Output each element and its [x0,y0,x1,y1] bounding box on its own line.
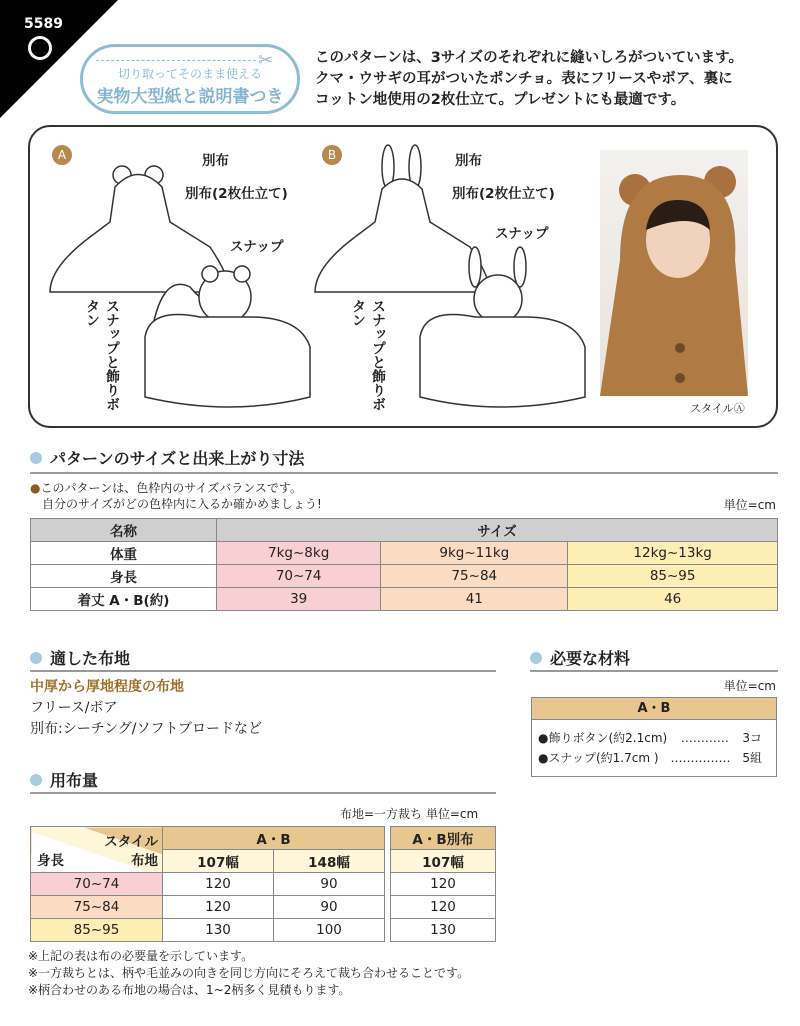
fabric-line: フリース/ボア [30,700,118,716]
materials-section-heading [530,646,630,669]
label-snap-b: スナップ [495,226,549,242]
fabric-label: 布地 [131,853,158,869]
cell: 9kg~11kg [381,542,568,565]
intro-line: コットン地使用の2枚仕立て。プレゼントにも最適です。 [315,92,686,108]
label-2mai-b: 別布(2枚仕立て) [452,186,555,202]
header-cell: 107幅 [391,850,496,873]
badge-subtitle: 切り取ってそのまま使える [117,67,262,81]
cell: 90 [274,873,385,896]
pattern-code: 5589 [24,16,63,32]
corner-cell [31,827,163,873]
size-section-heading [30,446,304,469]
header-cell: 107幅 [163,850,274,873]
note-line: ※上記の表は布の必要量を示しています。 [28,949,254,963]
size-table [30,518,778,611]
material-qty: 3コ [742,731,762,745]
intro-line: クマ・ウサギの耳がついたポンチョ。表にフリースやボア、裏に [315,71,733,87]
cell: 46 [568,588,778,611]
heading-text: パターンのサイズと出来上がり寸法 [50,449,305,468]
yardage-section-heading [30,768,98,791]
style-label: スタイル [104,834,158,850]
label-betsu-b: 別布 [455,153,482,169]
heading-text: 適した布地 [50,649,131,668]
height-label: 身長 [37,853,64,869]
header-cell: A・B別布 [391,827,496,850]
divider [30,792,496,794]
style-b-marker: B [322,145,342,165]
cell: 75~84 [381,565,568,588]
header-cell: A・B [163,827,385,850]
cell: 39 [217,588,381,611]
cell: 100 [274,919,385,942]
note-line: ※柄合わせのある布地の場合は、1~2柄多く見積もります。 [28,983,351,997]
material-item [538,728,762,748]
divider [30,472,778,474]
intro-text [315,48,795,111]
cell: 85~95 [568,565,778,588]
label-betsu-a: 別布 [202,153,229,169]
row-label: 85~95 [31,919,163,942]
heading-text: 必要な材料 [550,649,631,668]
label-vert-b: スナップと飾りボタン [350,299,386,411]
label-vert-a: スナップと飾りボタン [84,299,120,411]
cell: 41 [381,588,568,611]
material-item [538,748,762,768]
label-2mai-a: 別布(2枚仕立て) [185,186,288,202]
bullet-icon [30,652,42,664]
row-label: 身長 [31,565,217,588]
row-label: 75~84 [31,896,163,919]
note-line: 自分のサイズがどの色枠内に入るか確かめましょう! [42,497,322,511]
material-name: ●スナップ(約1.7cm ) [538,751,659,765]
yardage-table [30,826,385,942]
yardage-betsu-table [390,826,496,942]
cell: 7kg~8kg [217,542,381,565]
header-cell: 名称 [31,519,217,542]
cell: 120 [391,896,496,919]
size-unit: 単位=cm [723,498,776,512]
bullet-icon: ● [30,481,41,495]
child-in-poncho-image [600,150,748,396]
material-qty: 5組 [742,751,762,765]
note-line: このパターンは、色枠内のサイズバランスです。 [40,481,302,495]
row-label: 70~74 [31,873,163,896]
header-cell: サイズ [217,519,778,542]
leader-dots: …………… [670,751,731,765]
model-photo [600,150,748,396]
cell: 12kg~13kg [568,542,778,565]
row-label: 体重 [31,542,217,565]
bullet-icon [30,774,42,786]
intro-line: このパターンは、3サイズのそれぞれに縫いしろがついています。 [315,50,743,66]
cell: 120 [391,873,496,896]
fabric-section-heading [30,646,130,669]
size-note [30,480,322,512]
cell: 130 [391,919,496,942]
heading-text: 用布量 [50,771,99,790]
header-cell: 148幅 [274,850,385,873]
divider [30,670,496,672]
label-snap-a: スナップ [230,239,284,255]
cut-line [96,60,256,61]
cell: 90 [274,896,385,919]
brand-logo [28,36,52,60]
note-line: ※一方裁ちとは、柄や毛並みの向きを同じ方向にそろえて裁ち合わせることです。 [28,966,470,980]
bullet-icon [530,652,542,664]
badge-title: 実物大型紙と説明書つき [96,87,284,107]
divider [530,670,778,672]
cell: 70~74 [217,565,381,588]
yardage-notes [28,948,469,999]
materials-unit: 単位=cm [723,679,776,693]
fabric-list [30,677,262,740]
cell: 130 [163,919,274,942]
row-label: 着丈 A・B(約) [31,588,217,611]
bullet-icon [30,452,42,464]
fabric-line: 別布:シーチング/ソフトブロードなど [30,721,263,737]
yardage-unit: 布地=一方裁ち 単位=cm [340,807,479,821]
photo-caption: スタイルⒶ [690,402,745,415]
cell: 120 [163,896,274,919]
leader-dots: ………… [680,731,729,745]
style-a-marker: A [52,145,72,165]
material-name: ●飾りボタン(約2.1cm) [538,731,668,745]
fabric-highlight: 中厚から厚地程度の布地 [30,679,184,695]
scissors-icon: ✂ [258,50,274,71]
materials-header: A・B [532,698,776,720]
materials-box [531,697,777,777]
cell: 120 [163,873,274,896]
